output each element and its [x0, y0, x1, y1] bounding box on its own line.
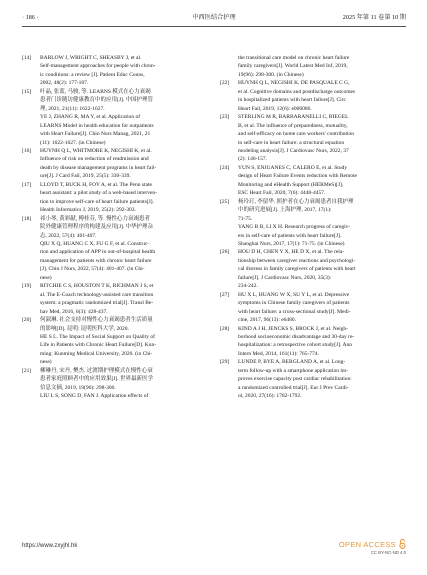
reference-line: STERLING M R, BARBARANELLI C, RIEGEL — [238, 114, 349, 121]
reference-line: proves exercise capacity post cardiac rehabilitation: — [238, 376, 352, 383]
reference-number: [14] — [22, 55, 32, 61]
reference-line: 叶晶, 张蓝, 马骏, 等. LEARNS 模式在心力衰竭 — [40, 88, 151, 95]
reference-line: [J]. Chin J Nurs, 2022, 57(4): 401-407. (in Chi- — [40, 266, 145, 273]
reference-item — [22, 215, 208, 283]
reference-number: [19] — [22, 283, 32, 290]
reference-line: management for patients with chronic heart failure — [40, 257, 152, 264]
reference-line: the transitional care model on chronic heart failure — [238, 55, 350, 61]
reference-line: tionship between caregiver reactions and psychologi- — [238, 257, 356, 264]
reference-line: in hospitalized patients with heart failure[J]. Circ — [238, 97, 346, 104]
reference-line: YUN S, ENJUANES C, CALERO E, et al. Study — [238, 164, 348, 171]
journal-name: 中西医结合护理 — [192, 14, 236, 21]
reference-line: QIU X Q, HUANG C X, FU G F, et al. Construc- — [40, 240, 150, 247]
reference-line: al. The E-Coach technology-assisted care transition — [40, 291, 154, 298]
reference-number: [23] — [220, 114, 230, 121]
reference-item — [220, 325, 406, 359]
reference-line: YANG B B, LI X H. Research progress of caregiv- — [238, 224, 351, 231]
reference-line: Monitoring and eHealth Support (HERMeS)[J]. — [238, 181, 344, 188]
reference-line: 柳琳丹, 宋丹, 樊杰. 过渡期护理模式在慢性心衰 — [40, 367, 153, 374]
reference-line: 院外健康管理程序的构建及应用[J]. 中华护理杂 — [40, 224, 154, 231]
reference-line: hospitalization: a retrospective cohort study[J]. Ann — [238, 342, 352, 349]
reference-line: nese) — [40, 359, 52, 366]
reference-line: LLOYD T, BUCK H, FOY A, et al. The Penn state — [40, 181, 152, 188]
reference-number: [16] — [22, 147, 32, 154]
reference-line: nese) — [40, 274, 52, 281]
license-text: CC BY-NC-ND 4.0 — [370, 550, 406, 555]
reference-line: 理, 2021, 21(11): 1622-1627. — [40, 105, 105, 112]
reference-line: RITCHIE C S, HOUSTON T K, RICHMAN J S, et — [40, 283, 154, 290]
reference-line: Life in Patients with Chronic Heart Failure[D]. Kun- — [40, 342, 157, 349]
reference-line: to self-care in heart failure: a structural equation — [238, 139, 345, 146]
reference-line: Self-management approaches for people with chron- — [40, 63, 156, 70]
reference-line: LEARNS Model in health education for outpatients — [40, 122, 154, 129]
reference-line: family caregivers[J]. World Latest Med Inf, 2019, — [238, 63, 348, 70]
references-left-column — [22, 54, 208, 401]
reference-line: with Heart Failure[J]. Chin Nurs Manag, 2021, 21 — [40, 131, 151, 138]
reference-item — [220, 164, 406, 198]
reference-line: 何淑琳. 社会支持对慢性心力衰竭患者生活质量 — [40, 317, 153, 324]
reference-number: [21] — [22, 367, 32, 374]
reference-line: 杨玲玎, 李留华. 照护者在心力衰竭患者自我护理 — [238, 198, 354, 205]
reference-line: borhood socioeconomic disadvantage and 30-day re- — [238, 333, 355, 340]
reference-item — [220, 198, 406, 249]
reference-line: HU X L, HUANG W X, SU Y L, et al. Depressive — [238, 291, 350, 298]
reference-line: 的影响[D]. 昆明: 昆明医科大学, 2020. — [40, 325, 129, 332]
reference-line: ers in self-care of patients with heart failure[J]. — [238, 232, 342, 239]
reference-line: failure[J]. J Cardiovasc Nurs, 2020, 35(3): — [238, 274, 332, 281]
reference-line: et al. Cognitive domains and postdischarge outcomes — [238, 88, 356, 95]
reference-number: [17] — [22, 181, 32, 188]
reference-number: [18] — [22, 215, 32, 222]
reference-line: ure[J]. J Card Fail, 2019, 25(5): 330-339. — [40, 173, 131, 180]
reference-item — [22, 367, 208, 401]
reference-line: BARLOW J, WRIGHT C, SHEASBY J, et al. — [40, 55, 142, 61]
open-access-lock-icon — [399, 539, 406, 549]
reference-line: B, et al. The influence of preparedness, mutuality, — [238, 122, 348, 129]
reference-line: design of Heart Failure Events reduction with Remote — [238, 173, 357, 180]
reference-line: KIND A J H, JENCKS S, BROCK J, et al. Neigh- — [238, 325, 349, 332]
reference-line: ming: Kunming Medical University, 2020. (in Chi- — [40, 350, 153, 357]
reference-line: heart assistant: a pilot study of a web-based interven- — [40, 190, 157, 197]
reference-line: term follow-up with a smartphone application im- — [238, 367, 348, 374]
reference-number: [29] — [220, 359, 230, 366]
reference-item — [220, 358, 406, 400]
reference-item — [220, 291, 406, 325]
reference-item — [22, 54, 208, 88]
reference-number: [26] — [220, 249, 230, 256]
reference-line: 祁小琴, 黄彩献, 傅桂芬, 等. 慢性心力衰竭患者 — [40, 215, 151, 222]
reference-line: 71-75. — [238, 215, 253, 222]
reference-item — [22, 88, 208, 147]
reference-item — [220, 248, 406, 290]
references-right-column — [220, 54, 406, 401]
journal-url[interactable]: https://www.zxyjhl.hk — [22, 543, 78, 549]
reference-line: and self-efficacy on home care workers' contribution — [238, 131, 355, 138]
reference-line: (11): 1622-1627. (in Chinese) — [40, 139, 106, 146]
reference-item — [22, 316, 208, 367]
reference-item — [220, 79, 406, 113]
reference-line: 信息文摘, 2019, 19(96): 298-300. — [40, 384, 116, 391]
reference-number: [25] — [220, 198, 230, 205]
reference-line: 中的研究进展[J]. 上海护理, 2017, 17(1): — [238, 207, 332, 214]
reference-number: [15] — [22, 88, 32, 95]
reference-number: [20] — [22, 317, 32, 324]
reference-line: modeling analysis[J]. J Cardiovasc Nurs, 2022, 37 — [238, 147, 349, 154]
reference-line: YE J, ZHANG R, MA Y, et al. Application of — [40, 114, 141, 121]
reference-line: hav Med, 2016, 6(3): 428-437. — [40, 308, 108, 315]
reference-line: 19(96): 298-300. (in Chinese) — [238, 71, 304, 78]
reference-line: HOU D H, CHEN Y X, HE D X, et al. The rela- — [238, 249, 345, 256]
page-number: · 186 · — [22, 14, 39, 21]
reference-line: cine, 2017, 96(13): e6480. — [238, 317, 297, 324]
reference-line: Intern Med, 2014, 161(11): 765-774. — [238, 350, 319, 357]
reference-item — [22, 147, 208, 181]
reference-line: LUNDE P, BYE A, BERGLAND A, et al. Long- — [238, 359, 346, 366]
reference-item — [220, 54, 406, 79]
reference-line: symptoms in Chinese family caregivers of patients — [238, 300, 350, 307]
reference-number: [22] — [220, 80, 230, 87]
header-rule — [22, 26, 406, 27]
reference-line: ESC Heart Fail, 2020, 7(6): 4448-4457. — [238, 190, 326, 197]
reference-line: 234-242. — [238, 283, 258, 290]
reference-line: 志, 2022, 57(4): 401-407. — [40, 232, 97, 239]
reference-line: Health Informatics J, 2019, 25(2): 292-303. — [40, 207, 136, 214]
reference-line: Shanghai Nurs, 2017, 17(1): 71-75. (in Chinese) — [238, 240, 345, 247]
reference-line: ic conditions: a review [J]. Patient Educ Couns, — [40, 71, 145, 78]
reference-item — [22, 181, 208, 215]
reference-line: Heart Fail, 2019, 12(6): e006086. — [238, 105, 312, 112]
reference-line: tion to improve self-care of heart failure patients[J]. — [40, 198, 154, 205]
reference-line: 患者门诊随访健康教育中的应用[J]. 中国护理管 — [40, 97, 154, 104]
open-access-label: OPEN ACCESS — [338, 539, 396, 549]
reference-line: HE S L. The Impact of Social Support on Quality of — [40, 333, 155, 340]
reference-line: cal distress in family caregivers of patients with heart — [238, 266, 356, 273]
reference-line: ol, 2020, 27(16): 1782-1792. — [238, 393, 302, 400]
reference-line: (2): 146-157. — [238, 156, 268, 163]
open-access-badge — [339, 539, 406, 555]
reference-item — [220, 113, 406, 164]
reference-line: LIU L S, SONG D, FAN J. Application effects of — [40, 393, 149, 400]
reference-item — [22, 282, 208, 316]
reference-line: tion and application of APP in out-of-hospital health — [40, 249, 156, 256]
reference-number: [27] — [220, 291, 230, 298]
reference-line: HUYNH Q L, WHITMORE K, NEGISHI K, et al. — [40, 147, 152, 154]
reference-number: [24] — [220, 164, 230, 171]
reference-line: death by disease management programs in heart fail- — [40, 164, 157, 171]
reference-line: with heart failure: a cross-sectional study[J]. Medi- — [238, 308, 351, 315]
reference-line: a randomized controlled trial[J]. Eur J Prev Cardi- — [238, 384, 349, 391]
reference-line: HUYNH Q L, NEGISHI K, DE PASQUALE C G, — [238, 80, 350, 87]
volume-issue: 2025 年第 11 卷第 10 期 — [342, 14, 406, 21]
reference-line: system: a pragmatic randomized trial[J]. Transl Be- — [40, 300, 154, 307]
reference-line: Influence of risk on reduction of readmission and — [40, 156, 149, 163]
running-header — [22, 12, 406, 24]
reference-line: 2002, 48(2): 177-187. — [40, 80, 89, 87]
reference-number: [28] — [220, 325, 230, 332]
reference-line: 患者家庭照顾者中的应用效果[J]. 世界最新医学 — [40, 376, 154, 383]
